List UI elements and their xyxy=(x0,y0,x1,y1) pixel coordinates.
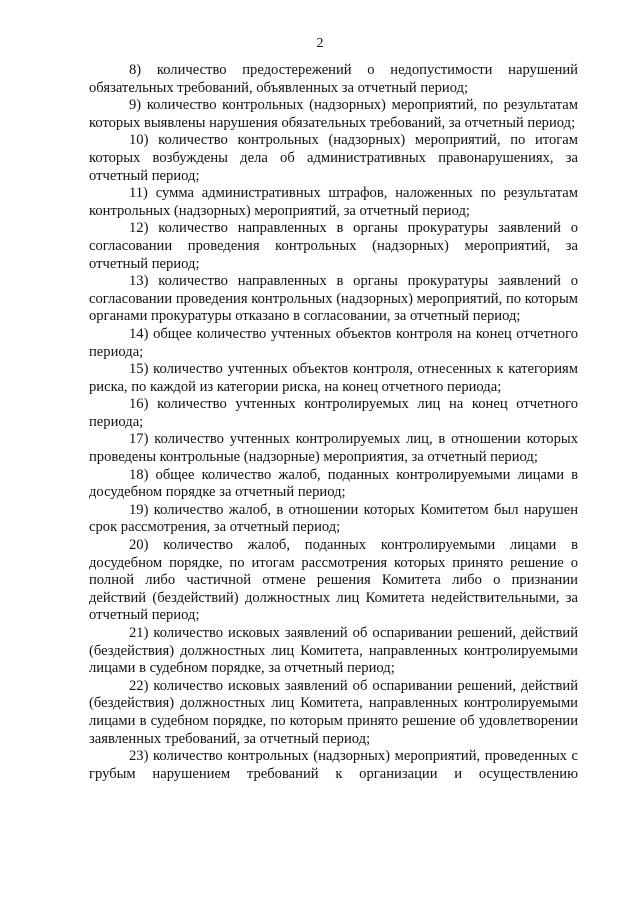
list-item: 12) количество направленных в органы прокуратуры заявлений о согласовании проведения контрольных (надзорных) мероприятий, за отчетный период; xyxy=(89,220,578,272)
list-item: 16) количество учтенных контролируемых лиц на конец отчетного периода; xyxy=(89,396,578,430)
list-item: 11) сумма административных штрафов, наложенных по результатам контрольных (надзорных) мероприятий, за отчетный период; xyxy=(89,185,578,219)
list-item: 14) общее количество учтенных объектов контроля на конец отчетного периода; xyxy=(89,325,578,360)
list-item: 22) количество исковых заявлений об оспаривании решений, действий (бездействия) должностных лиц Комитета, направленных контролируемыми лицами в судебном порядке, по которым принято решение об удовлетворении заявленных требований, за отчетный период; xyxy=(89,677,578,747)
list-item: 17) количество учтенных контролируемых лиц, в отношении которых проведены контрольные (надзорные) мероприятия, за отчетный период; xyxy=(89,431,578,466)
list-item: 20) количество жалоб, поданных контролируемыми лицами в досудебном порядке, по итогам рассмотрения которых принято решение о полной либо частичной отмене решения Комитета либо о признании действий (бездействий) должностных лиц Комитета недействительными, за отчетный период; xyxy=(89,537,578,624)
page-number: 2 xyxy=(316,36,324,51)
list-item: 19) количество жалоб, в отношении которых Комитетом был нарушен срок рассмотрения, за отчетный период; xyxy=(89,501,578,536)
list-item: 18) общее количество жалоб, поданных контролируемыми лицами в досудебном порядке за отчетный период; xyxy=(89,466,578,501)
list-item: 23) количество контрольных (надзорных) мероприятий, проведенных с грубым нарушением требований к организации и осуществлению xyxy=(89,748,578,782)
list-item: 13) количество направленных в органы прокуратуры заявлений о согласовании проведения контрольных (надзорных) мероприятий, по которым органами прокуратуры отказано в согласовании, за отчетный период; xyxy=(89,273,578,325)
list-item: 21) количество исковых заявлений об оспаривании решений, действий (бездействия) должностных лиц Комитета, направленных контролируемыми лицами в судебном порядке, за отчетный период; xyxy=(89,625,578,677)
list-item: 10) количество контрольных (надзорных) мероприятий, по итогам которых возбуждены дела об административных правонарушениях, за отчетный период; xyxy=(89,132,578,184)
document-body xyxy=(89,62,578,783)
list-item: 9) количество контрольных (надзорных) мероприятий, по результатам которых выявлены нарушения обязательных требований, за отчетный период; xyxy=(89,97,578,131)
list-item: 15) количество учтенных объектов контроля, отнесенных к категориям риска, по каждой из категории риска, на конец отчетного периода; xyxy=(89,361,578,395)
list-item: 8) количество предостережений о недопустимости нарушений обязательных требований, объявленных за отчетный период; xyxy=(89,62,578,96)
